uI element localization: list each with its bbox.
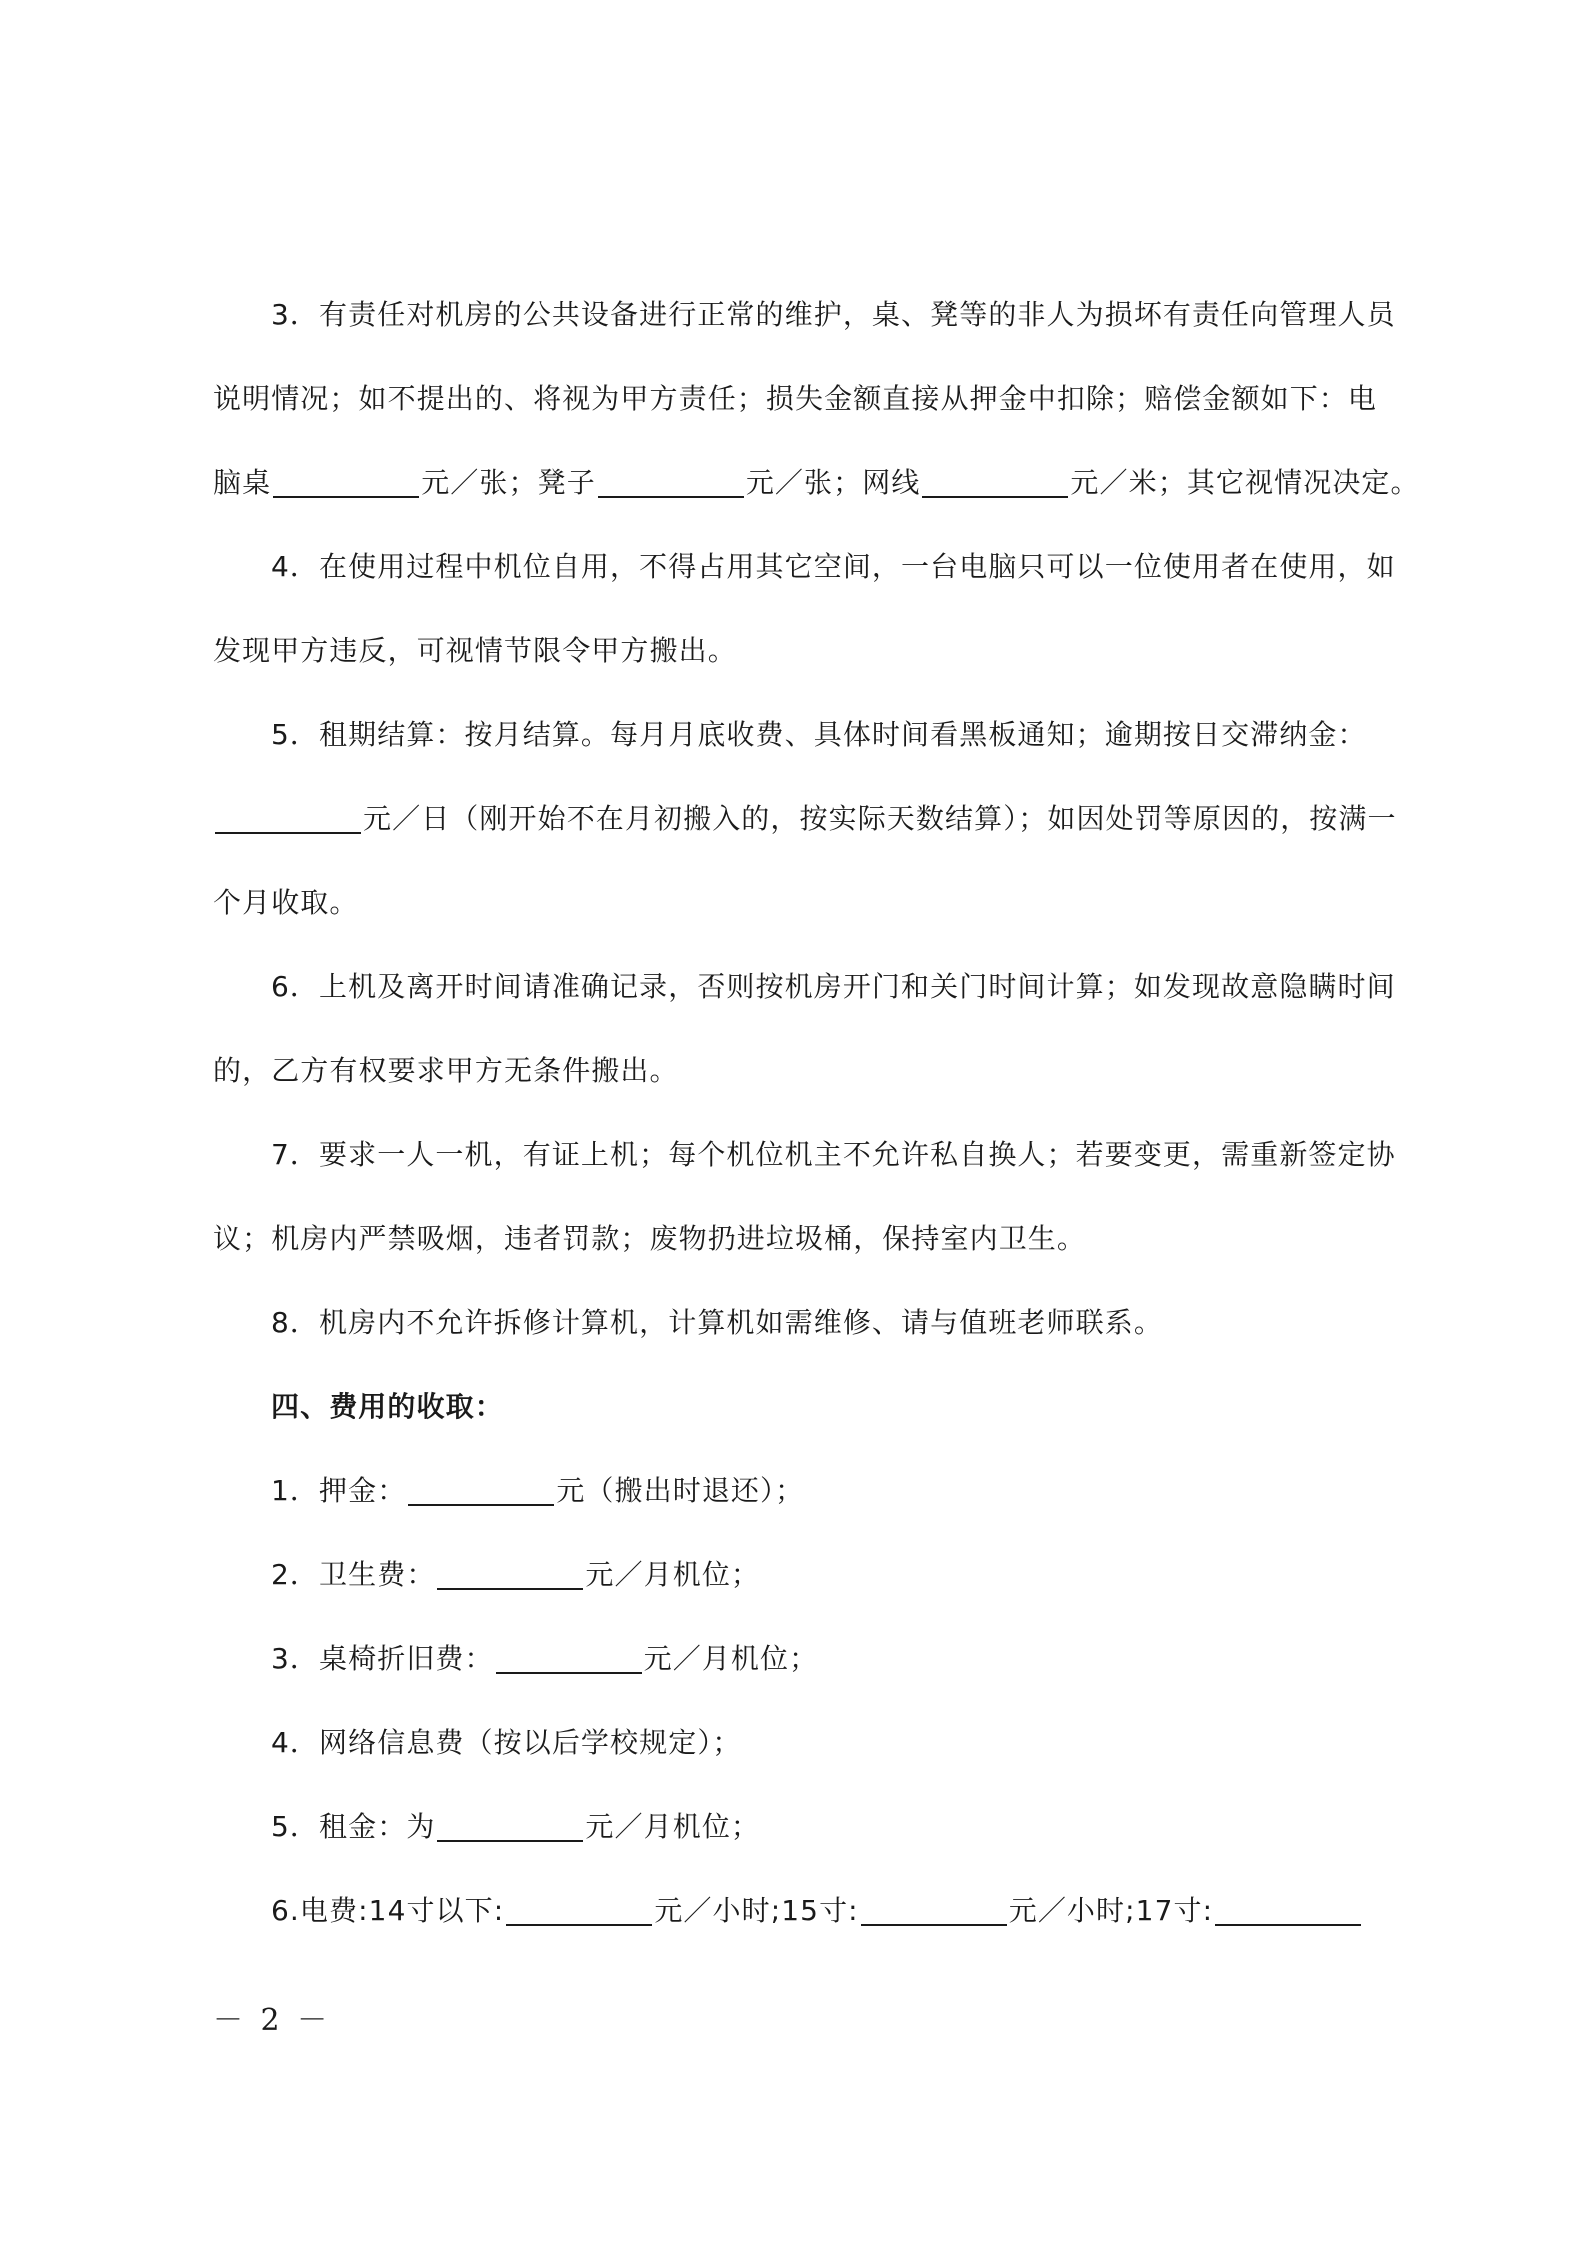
- text-line: [213, 790, 1395, 874]
- text-line: [213, 1630, 1395, 1714]
- fill-in-blank: [1215, 1894, 1361, 1926]
- fill-in-blank: [437, 1810, 583, 1842]
- text-segment: 元／月机位；: [643, 1642, 819, 1675]
- text-segment: 议；机房内严禁吸烟，违者罚款；废物扔进垃圾桶，保持室内卫生。: [213, 1222, 1087, 1255]
- text-segment: 元／月机位；: [585, 1558, 761, 1591]
- text-segment: 8．机房内不允许拆修计算机，计算机如需维修、请与值班老师联系。: [271, 1306, 1163, 1339]
- fill-in-blank: [437, 1558, 583, 1590]
- text-segment: 3．有责任对机房的公共设备进行正常的维护，桌、凳等的非人为损坏有责任向管理人员: [271, 298, 1396, 331]
- text-segment: 说明情况；如不提出的、将视为甲方责任；损失金额直接从押金中扣除；赔偿金额如下：电: [213, 382, 1378, 415]
- text-line: [213, 370, 1395, 454]
- page-number: － 2 －: [213, 2003, 332, 2038]
- text-segment: 1．押金：: [271, 1474, 407, 1507]
- text-line: [213, 958, 1395, 1042]
- text-line: [213, 454, 1420, 538]
- text-segment: 元／日（刚开始不在月初搬入的，按实际天数结算）；如因处罚等原因的，按满一: [363, 802, 1397, 835]
- text-segment: 5．租期结算：按月结算。每月月底收费、具体时间看黑板通知；逾期按日交滞纳金：: [271, 718, 1367, 751]
- text-line: [213, 538, 1395, 622]
- text-line: [213, 1210, 1395, 1294]
- fill-in-blank: [598, 466, 744, 498]
- text-segment: 四、费用的收取：: [271, 1390, 504, 1423]
- text-segment: 个月收取。: [213, 886, 359, 919]
- fill-in-blank: [408, 1474, 554, 1506]
- text-line: [213, 1126, 1395, 1210]
- text-line: [213, 1714, 1395, 1798]
- document-body: [213, 286, 1420, 1966]
- text-segment: 发现甲方违反，可视情节限令甲方搬出。: [213, 634, 737, 667]
- text-segment: 的，乙方有权要求甲方无条件搬出。: [213, 1054, 679, 1087]
- fill-in-blank: [273, 466, 419, 498]
- text-segment: 元（搬出时退还）；: [556, 1474, 805, 1507]
- text-line: [213, 1294, 1395, 1378]
- text-segment: 元／张；网线: [745, 466, 921, 499]
- text-segment: 6．上机及离开时间请准确记录，否则按机房开门和关门时间计算；如发现故意隐瞒时间: [271, 970, 1396, 1003]
- text-segment: 元／米；其它视情况决定。: [1070, 466, 1420, 499]
- text-segment: 4．网络信息费（按以后学校规定）；: [271, 1726, 742, 1759]
- text-segment: 6.电费:14寸以下:: [271, 1894, 505, 1927]
- text-segment: 元／张；凳子: [421, 466, 596, 499]
- text-line: [213, 874, 1395, 958]
- text-segment: 元／小时;15寸:: [654, 1894, 859, 1927]
- text-line: [213, 286, 1395, 370]
- text-segment: 元／月机位；: [585, 1810, 761, 1843]
- fill-in-blank: [496, 1642, 642, 1674]
- text-line: [213, 1882, 1395, 1966]
- text-line: [213, 622, 1395, 706]
- text-line: [213, 1546, 1395, 1630]
- text-segment: 脑桌: [213, 466, 272, 499]
- text-segment: 4．在使用过程中机位自用，不得占用其它空间，一台电脑只可以一位使用者在使用，如: [271, 550, 1396, 583]
- fill-in-blank: [506, 1894, 652, 1926]
- text-segment: 3．桌椅折旧费：: [271, 1642, 494, 1675]
- fill-in-blank: [922, 466, 1068, 498]
- section-heading: [213, 1378, 1395, 1462]
- text-line: [213, 1042, 1395, 1126]
- fill-in-blank: [861, 1894, 1007, 1926]
- text-line: [213, 1798, 1395, 1882]
- text-segment: 元／小时;17寸:: [1008, 1894, 1214, 1927]
- text-segment: 2．卫生费：: [271, 1558, 436, 1591]
- text-segment: 7．要求一人一机，有证上机；每个机位机主不允许私自换人；若要变更，需重新签定协: [271, 1138, 1396, 1171]
- text-line: [213, 1462, 1395, 1546]
- text-line: [213, 706, 1395, 790]
- fill-in-blank: [215, 802, 361, 834]
- text-segment: 5．租金：为: [271, 1810, 436, 1843]
